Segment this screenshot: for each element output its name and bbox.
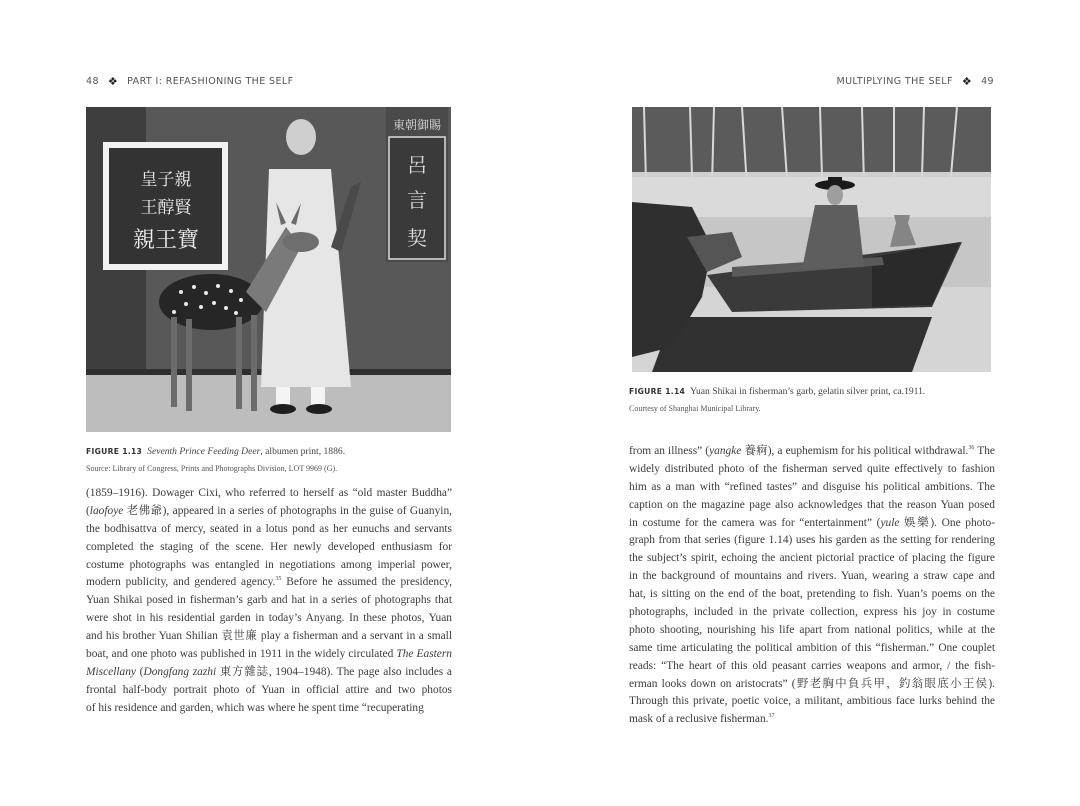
fleuron-icon: ❖ (961, 75, 973, 88)
italic-term: yangke (709, 445, 742, 457)
text-run[interactable]: the bodhisattva of mercy, seated in a lotus pond as her eunuchs and servants (86, 522, 452, 535)
text-line (629, 479, 995, 497)
body-text-left (86, 485, 452, 718)
text-run[interactable]: erman looks down on aristocrats” (野老胸中負兵甲，釣翁眼底小王侯). (629, 677, 995, 690)
text-line (86, 503, 452, 521)
figure-label: FIGURE 1.13 (86, 447, 143, 456)
body-text-right (629, 443, 995, 729)
fleuron-icon: ❖ (107, 75, 119, 88)
running-head-title: PART I: REFASHIONING THE SELF (127, 76, 294, 87)
svg-text:王醇賢: 王醇賢 (140, 198, 192, 218)
page-number: 49 (981, 76, 994, 87)
text-run[interactable]: in costume for the camera was for “entertainment” ( (629, 516, 881, 529)
text-line (86, 628, 452, 646)
text-run[interactable]: completed the staging of the scene. Her newly developed enthusiasm for (86, 540, 452, 553)
text-line (629, 586, 995, 604)
text-run[interactable]: from an illness” ( (629, 445, 710, 457)
text-run[interactable]: and his brother Yuan Shilian 袁世廉 play a fisherman and a servant in a small (86, 630, 452, 643)
text-run[interactable]: modern publicity, and gendered agency. (86, 576, 276, 589)
text-run[interactable]: photographs, included in the private collection, express his joy in costume (629, 606, 995, 619)
svg-text:呂: 呂 (407, 153, 427, 177)
text-run[interactable]: of his residence and garden, which was where he spent time “recuperating (86, 701, 424, 714)
text-line (629, 640, 995, 658)
text-run[interactable]: photo shooting, nourishing his life apart from national politics, while at the (629, 623, 995, 636)
text-line (86, 557, 452, 575)
figure-source: Courtesy of Shanghai Municipal Library. (629, 403, 761, 413)
text-line (629, 711, 995, 729)
text-line (86, 682, 452, 700)
running-head-left (86, 75, 293, 88)
text-run[interactable]: were shot in his residential garden in today’s Anyang. In these photos, Yuan (86, 612, 452, 625)
figure-source: Source: Library of Congress, Prints and Photographs Division, LOT 9969 (G). (86, 463, 338, 473)
text-line (629, 497, 995, 515)
figure-1-13-photo (86, 107, 451, 432)
svg-text:言: 言 (407, 188, 427, 212)
text-line (629, 676, 995, 694)
text-line (629, 532, 995, 550)
text-line (86, 700, 452, 718)
text-run[interactable]: him as a man with “refined tastes” and disguise his political ambitions. The (629, 480, 995, 493)
text-line (86, 521, 452, 539)
text-line (86, 592, 452, 610)
text-run[interactable]: hat, is sitting on the end of the boat, pretending to fish. Yuan’s poems on the (629, 588, 995, 601)
text-line (629, 622, 995, 640)
right-page (540, 0, 1080, 806)
text-run[interactable]: boat, and one photo was published in 1911 in the widely circulated (86, 648, 397, 661)
svg-text:契: 契 (407, 226, 427, 250)
text-line (629, 515, 995, 533)
page-number: 48 (86, 76, 99, 87)
text-run[interactable]: 養痾), a euphemism for his political withdrawal. (741, 445, 969, 457)
text-line (86, 646, 452, 664)
text-run[interactable]: the subject’s spirit, echoing the ancient pictorial practice of placing the figure (629, 552, 995, 565)
text-run[interactable]: costume photographs was entangled in negotiations among imperial power, (86, 558, 452, 571)
footnote-ref[interactable]: 35 (275, 576, 282, 583)
figure-title: Yuan Shikai in fisherman’s garb, gelatin silver print, ca.1911. (690, 386, 926, 397)
footnote-ref[interactable]: 37 (768, 713, 775, 720)
text-line (86, 610, 452, 628)
figure-1-14-photo (632, 107, 991, 372)
text-run[interactable]: 東方雜誌, 1904–1948). The page also includes a (216, 665, 452, 678)
italic-term: The Eastern (396, 648, 452, 661)
italic-term: Miscellany (86, 665, 136, 678)
text-run[interactable]: caption on the magazine page also acknowledges that the reason Yuan posed (629, 498, 995, 511)
text-run[interactable]: 娛樂). One photo- (899, 516, 995, 529)
running-head-title: MULTIPLYING THE SELF (836, 76, 953, 87)
text-run[interactable]: Yuan Shikai posed in fisherman’s garb and hat in a series of photographs that (86, 594, 452, 607)
text-run[interactable]: ( (86, 504, 90, 517)
text-run[interactable]: Through this private, poetic voice, a militant, ambitious face lurks behind the (629, 695, 995, 708)
text-run[interactable]: reads: “The heart of this old peasant carries weapons and armor, / the fish- (629, 659, 995, 672)
text-line (629, 461, 995, 479)
text-line (629, 658, 995, 676)
italic-term: laofoye (89, 504, 124, 517)
text-line (86, 664, 452, 682)
running-head-right (836, 75, 994, 88)
text-run[interactable]: 老佛爺), appeared in a series of photographs in the guise of Guanyin, (123, 504, 452, 517)
text-line (629, 604, 995, 622)
text-line (86, 539, 452, 557)
figure-title: Seventh Prince Feeding Deer (147, 446, 261, 457)
text-line (86, 485, 452, 503)
seal-right (386, 107, 448, 262)
footnote-ref[interactable]: 36 (968, 445, 975, 451)
svg-text:東朝御賜: 東朝御賜 (392, 118, 442, 132)
text-run[interactable]: frontal half-body portrait photo of Yuan in official attire and two photos (86, 683, 452, 696)
text-line (629, 550, 995, 568)
text-run[interactable]: in the background of mountains and rivers. Yuan, wearing a straw cape and (629, 570, 995, 583)
figure-details: , albumen print, 1886. (260, 446, 346, 457)
seal-left (103, 142, 228, 270)
text-line (629, 443, 995, 461)
svg-text:皇子親: 皇子親 (140, 170, 192, 190)
text-run[interactable]: graph from that series (figure 1.14) uses his garden as the setting for rendering (629, 534, 995, 547)
text-line (629, 568, 995, 586)
text-run[interactable]: mask of a reclusive fisherman. (629, 713, 769, 726)
text-line (86, 574, 452, 592)
text-run[interactable]: Before he assumed the presidency, (281, 576, 452, 589)
text-line (629, 693, 995, 711)
svg-text:親王寶: 親王寶 (132, 228, 200, 253)
text-run[interactable]: ( (135, 665, 144, 678)
text-run[interactable]: (1859–1916). Dowager Cixi, who referred to herself as “old master Buddha” (86, 487, 452, 499)
italic-term: Dongfang zazhi (143, 665, 217, 678)
text-run[interactable]: same time articulating the political ambition of this “fisherman.” One couplet (629, 641, 995, 654)
figure-label: FIGURE 1.14 (629, 387, 686, 396)
italic-term: yule (880, 516, 900, 529)
text-run[interactable]: The (974, 445, 995, 457)
text-run[interactable]: widely distributed photo of the fisherman served quite effectively to fashion (629, 462, 995, 475)
figure-1-13-caption (86, 446, 456, 474)
figure-1-14-caption (629, 386, 999, 414)
